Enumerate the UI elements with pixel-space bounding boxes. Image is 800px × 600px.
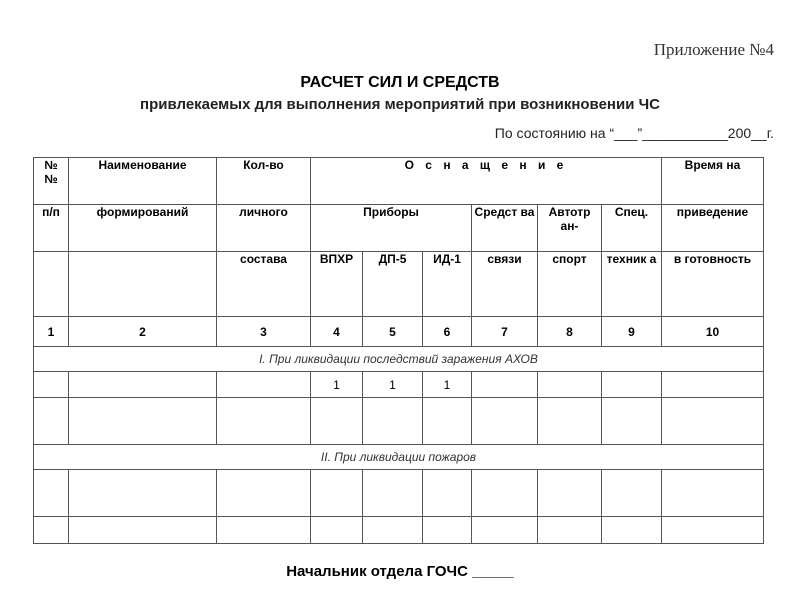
header-id1: ИД-1 xyxy=(423,252,472,317)
table-cell xyxy=(602,517,662,544)
table-cell xyxy=(363,517,423,544)
col-num-1: 1 xyxy=(34,317,69,347)
header-num-pp: п/п xyxy=(34,205,69,252)
table-cell xyxy=(472,398,538,445)
header-num: № № xyxy=(34,158,69,205)
table-cell xyxy=(602,372,662,398)
table-cell xyxy=(34,372,69,398)
table-cell xyxy=(602,398,662,445)
forces-table xyxy=(33,157,764,544)
table-cell xyxy=(311,517,363,544)
table-cell xyxy=(662,398,764,445)
header-transport: Автотр ан- xyxy=(538,205,602,252)
table-cell xyxy=(217,470,311,517)
table-cell xyxy=(69,398,217,445)
header-readiness: в готовность xyxy=(662,252,764,317)
table-cell xyxy=(217,372,311,398)
id1-value: 1 xyxy=(423,372,472,398)
table-cell xyxy=(311,398,363,445)
section-row-1 xyxy=(34,347,764,372)
table-cell xyxy=(538,470,602,517)
table-cell xyxy=(217,517,311,544)
header-equipment: О с н а щ е н и е xyxy=(311,158,662,205)
header-row-2 xyxy=(34,205,764,252)
header-personnel: личного xyxy=(217,205,311,252)
col-num-2: 2 xyxy=(69,317,217,347)
table-row xyxy=(34,517,764,544)
dp5-value: 1 xyxy=(363,372,423,398)
col-num-3: 3 xyxy=(217,317,311,347)
header-comm: Средст ва xyxy=(472,205,538,252)
table-cell xyxy=(662,517,764,544)
header-dp5: ДП-5 xyxy=(363,252,423,317)
header-time: Время на xyxy=(662,158,764,205)
section-row-2 xyxy=(34,445,764,470)
table-row xyxy=(34,470,764,517)
table-cell xyxy=(423,517,472,544)
header-vphr: ВПХР xyxy=(311,252,363,317)
table-cell xyxy=(538,372,602,398)
table-cell xyxy=(538,517,602,544)
header-devices: Приборы xyxy=(311,205,472,252)
table-cell xyxy=(472,470,538,517)
table-cell xyxy=(662,470,764,517)
header-empty-2 xyxy=(69,252,217,317)
table-cell xyxy=(472,372,538,398)
col-num-4: 4 xyxy=(311,317,363,347)
table-row xyxy=(34,372,764,398)
table-cell xyxy=(34,470,69,517)
table-cell xyxy=(69,372,217,398)
table-cell xyxy=(538,398,602,445)
table-row xyxy=(34,398,764,445)
header-transport-2: спорт xyxy=(538,252,602,317)
section-2-title: II. При ликвидации пожаров xyxy=(34,445,764,470)
document-title: РАСЧЕТ СИЛ И СРЕДСТВ xyxy=(300,74,500,91)
header-formations: формирований xyxy=(69,205,217,252)
header-empty-1 xyxy=(34,252,69,317)
table-cell xyxy=(602,470,662,517)
table-cell xyxy=(423,470,472,517)
column-number-row xyxy=(34,317,764,347)
header-bringing: приведение xyxy=(662,205,764,252)
header-special: Спец. xyxy=(602,205,662,252)
table-cell xyxy=(363,470,423,517)
table-cell xyxy=(472,517,538,544)
col-num-9: 9 xyxy=(602,317,662,347)
table-cell xyxy=(34,398,69,445)
col-num-7: 7 xyxy=(472,317,538,347)
table-cell xyxy=(311,470,363,517)
header-comm-2: связи xyxy=(472,252,538,317)
header-row-3 xyxy=(34,252,764,317)
header-special-2: техник а xyxy=(602,252,662,317)
table-cell xyxy=(34,517,69,544)
col-num-6: 6 xyxy=(423,317,472,347)
table-cell xyxy=(69,517,217,544)
as-of-date-line: По состоянию на “___”___________200__г. xyxy=(494,125,774,141)
section-1-title: I. При ликвидации последствий заражения АХОВ xyxy=(34,347,764,372)
table-cell xyxy=(217,398,311,445)
document-subtitle: привлекаемых для выполнения мероприятий при возникновении ЧС xyxy=(140,96,660,113)
header-staff: состава xyxy=(217,252,311,317)
header-row-1 xyxy=(34,158,764,205)
table-cell xyxy=(363,398,423,445)
header-name: Наименование xyxy=(69,158,217,205)
col-num-5: 5 xyxy=(363,317,423,347)
col-num-10: 10 xyxy=(662,317,764,347)
signature-line: Начальник отдела ГОЧС _____ xyxy=(286,563,514,580)
col-num-8: 8 xyxy=(538,317,602,347)
vphr-value: 1 xyxy=(311,372,363,398)
table-cell xyxy=(423,398,472,445)
table-cell xyxy=(662,372,764,398)
table-cell xyxy=(69,470,217,517)
appendix-label: Приложение №4 xyxy=(653,40,774,59)
header-count: Кол-во xyxy=(217,158,311,205)
